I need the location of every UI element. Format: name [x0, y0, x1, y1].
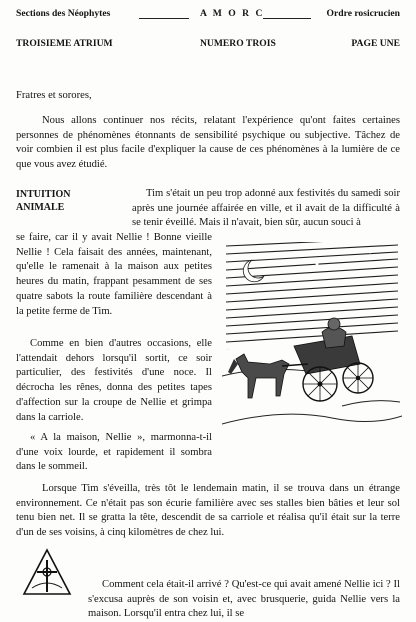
header-divider-left — [139, 18, 189, 19]
header-top-line — [16, 8, 400, 22]
story-paragraph-1-end: se faire, car il y avait Nellie ! Bonne vieille Nellie ! Cela faisait des années, maintenant, qu'elle le ramenait à la maison aux petites heures du matin, frappant pesamment de ses quatre sabots la route familière descendant à la petite ferme de Tim. — [16, 232, 212, 317]
story-paragraph-3: « A la maison, Nellie », marmonna-t-il d'une voix lourde, et rapidement il sombra dans le sommeil. — [16, 432, 212, 473]
salutation: Fratres et sorores, — [16, 90, 92, 101]
page-label: PAGE UNE — [351, 38, 400, 49]
header-sub-line — [16, 38, 400, 52]
story-paragraph-5: Comment cela était-il arrivé ? Qu'est-ce qui avait amené Nellie ici ? Il s'excusa auprès de son voisin et, avec brusquerie, guida Nellie vers la maison. Lorsqu'il entra chez lui, il se — [88, 579, 400, 620]
rosicrucian-seal-logo — [22, 548, 72, 596]
number-label: NUMERO TROIS — [200, 38, 276, 49]
sidebar-title: INTUITION ANIMALE — [16, 189, 71, 213]
header-divider-right — [263, 18, 311, 19]
story-paragraph-1-start: Tim s'était un peu trop adonné aux festivités du samedi soir après une journée affairée en ville, et il avait de la difficulté à se tenir éveillé. Mais il n'avait, bien sûr, aucun souci à — [132, 188, 400, 229]
org-name: A M O R C — [200, 8, 265, 19]
section-label: Sections des Néophytes — [16, 8, 111, 19]
story-paragraph-2: Comme en bien d'autres occasions, elle l'attendait dehors lorsqu'il sortit, ce soir particulier, des festivités d'une noce. Il décrocha les rênes, donna des petites tapes d'affection sur la croupe de Nellie et grimpa dans la carriole. — [16, 338, 212, 423]
order-name: Ordre rosicrucien — [326, 8, 400, 19]
illustration-horse-cart-night — [222, 238, 402, 433]
atrium-label: TROISIEME ATRIUM — [16, 38, 113, 49]
intro-paragraph: Nous allons continuer nos récits, relatant l'expérience qu'ont faites certaines personnes de phénomènes étonnants de sensibilité psychique ou subjective. Tâchez de voir combien il est plus facile d'expliquer la cause de ces phénomènes à la lumière de ce que vous avez étudié. — [16, 115, 400, 171]
story-paragraph-4: Lorsque Tim s'éveilla, très tôt le lendemain matin, il se trouva dans un étrange environnement. Ce n'était pas son écurie familière avec ses stalles bien bâties et leur sol tenu bien net. Il se gratta la tête, descendit de sa carriole et réalisa qu'il était sur la terre d'un de ses voisins, à cinq kilomètres de chez lui. — [16, 483, 400, 539]
